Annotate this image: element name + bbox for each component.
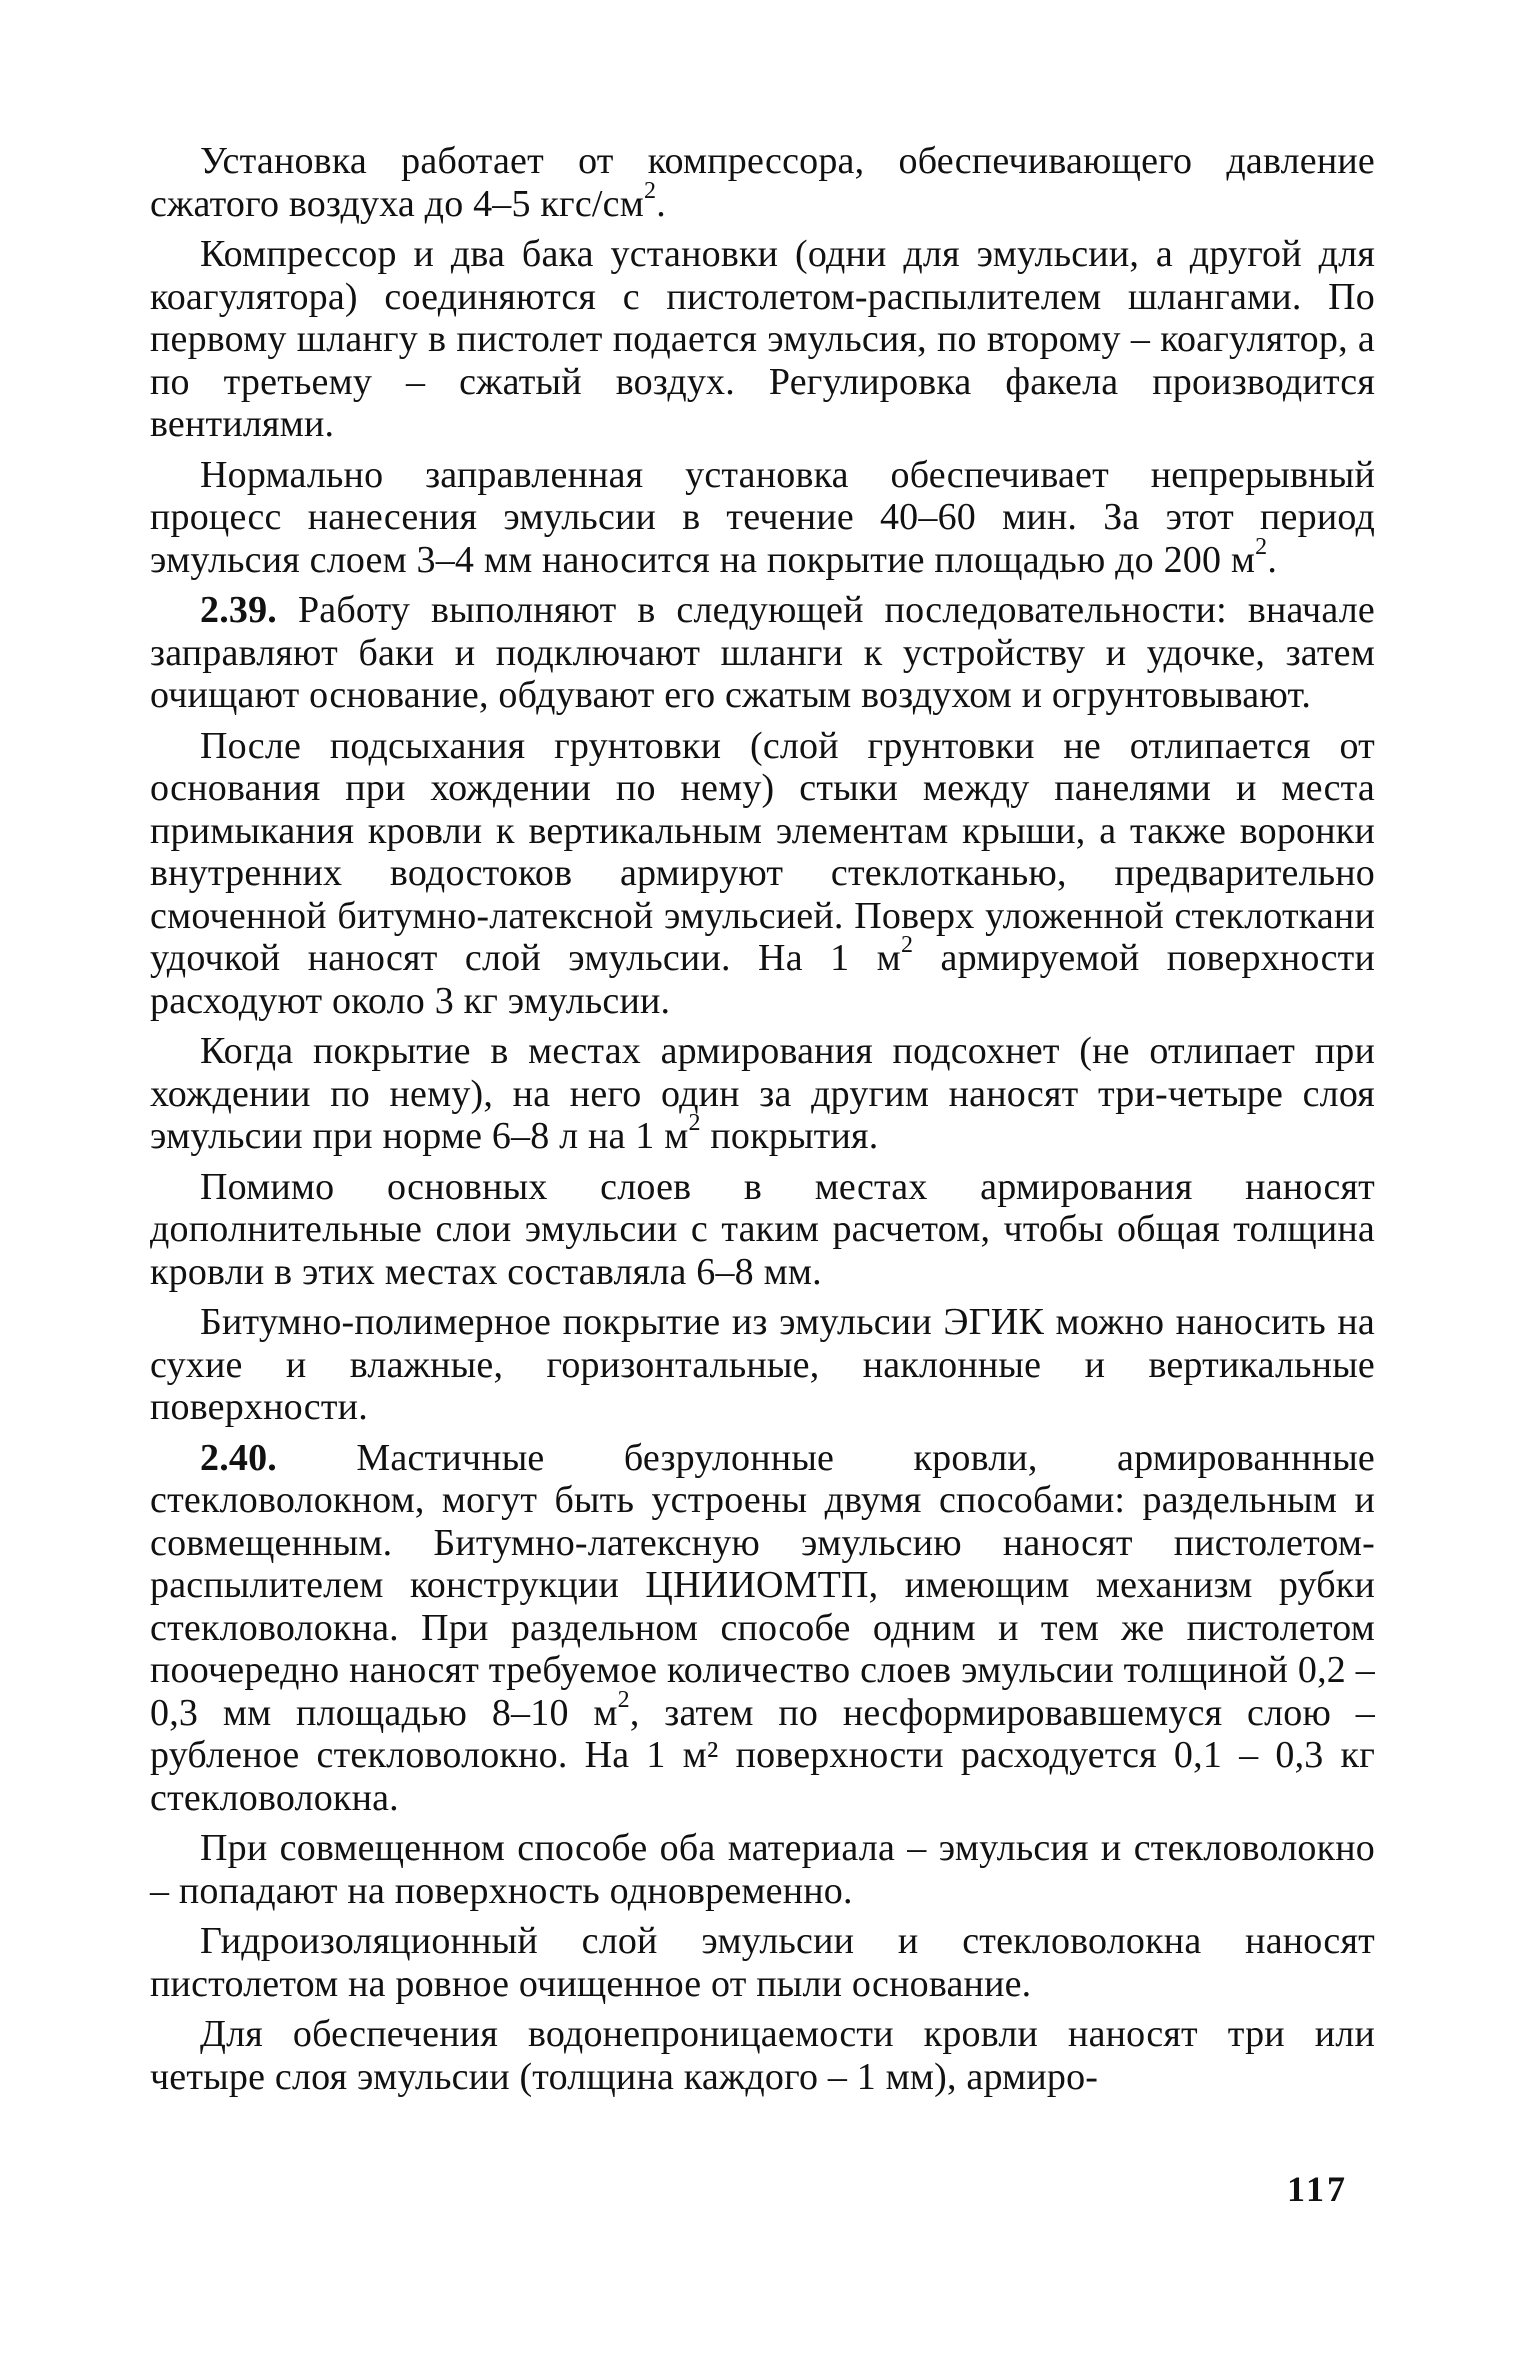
- section-number: 2.39.: [200, 589, 277, 631]
- paragraph-section-2-39: 2.39. Работу выполняют в следующей последовательности: вначале заправляют баки и подключают шланги к устройству и удочке, затем очищают основание, обдувают его сжатым воздухом и огрунтовывают.: [150, 589, 1375, 716]
- paragraph-section-2-40: 2.40. Мастичные безрулонные кровли, армированнные стекловолокном, могут быть устроены двумя способами: раздельным и совмещенным. Битумно-латексную эмульсию наносят пистолетом-распылителем конструкции ЦНИИОМТП, имеющим механизм рубки стекловолокна. При раздельном способе одним и тем же пистолетом поочередно наносят требуемое количество слоев эмульсии толщиной 0,2 – 0,3 мм площадью 8–10 $м^2$, затем по несформировавшемуся слою – рубленое стекловолокно. На 1 м² поверхности расходуется 0,1 – 0,3 кг стекловолокна.: [150, 1436, 1375, 1819]
- paragraph-3: Нормально заправленная установка обеспечивает непрерывный процесс нанесения эмульсии в течение 40–60 мин. За этот период эмульсия слоем 3–4 мм наносится на покрытие площадью до 200 $м^2$.: [150, 453, 1375, 581]
- section-number: 2.40.: [200, 1436, 277, 1479]
- paragraph-6: Когда покрытие в местах армирования подсохнет (не отлипает при хождении по нему), на него один за другим наносят три-четыре слоя эмульсии при норме 6–8 л на 1 $м^2$ покрытия.: [150, 1030, 1375, 1157]
- paragraph-2: Компрессор и два бака установки (одни для эмульсии, а другой для коагулятора) соединяются с пистолетом-распылителем шлангами. По первому шлангу в пистолет подается эмульсия, по второму – коагулятор, а по третьему – сжатый воздух. Регулировка факела производится вентилями.: [150, 233, 1375, 445]
- paragraph-11: Гидроизоляционный слой эмульсии и стекловолокна наносят пистолетом на ровное очищенное от пыли основание.: [150, 1920, 1375, 2005]
- paragraph-7: Помимо основных слоев в местах армирования наносят дополнительные слои эмульсии с таким расчетом, чтобы общая толщина кровли в этих местах составляла 6–8 мм.: [150, 1165, 1375, 1293]
- paragraph-1: Установка работает от компрессора, обеспечивающего давление сжатого воздуха до 4–5 кгс/$см^2$.: [150, 140, 1375, 225]
- page-body: [150, 140, 1375, 2106]
- paragraph-12: Для обеспечения водонепроницаемости кровли наносят три или четыре слоя эмульсии (толщина каждого – 1 мм), армиро-: [150, 2013, 1375, 2098]
- paragraph-5: После подсыхания грунтовки (слой грунтовки не отлипается от основания при хождении по нему) стыки между панелями и места примыкания кровли к вертикальным элементам крыши, а также воронки внутренних водостоков армируют стеклотканью, предварительно смоченной битумно-латексной эмульсией. Поверх уложенной стеклоткани удочкой наносят слой эмульсии. На 1 $м^2$ армируемой поверхности расходуют около 3 кг эмульсии.: [150, 724, 1375, 1022]
- paragraph-8: Битумно-полимерное покрытие из эмульсии ЭГИК можно наносить на сухие и влажные, горизонтальные, наклонные и вертикальные поверхности.: [150, 1301, 1375, 1428]
- paragraph-10: При совмещенном способе оба материала – эмульсия и стекловолокно – попадают на поверхность одновременно.: [150, 1827, 1375, 1912]
- page-number: 117: [1287, 2169, 1349, 2209]
